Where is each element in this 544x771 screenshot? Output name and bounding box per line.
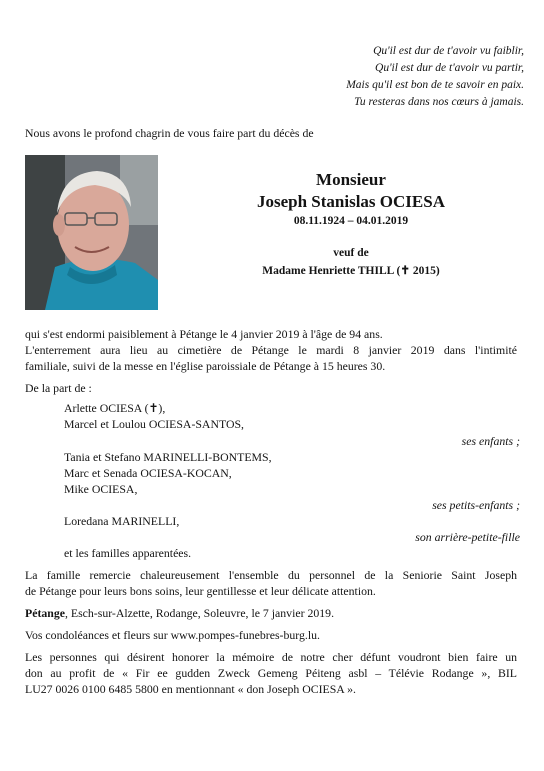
donation-line-2: don au profit de « Fir ee gudden Zweck Gemeng Péiteng asbl – Télévie Rodange », BIL	[25, 666, 517, 680]
thanks-line-1: La famille remercie chaleureusement l'ensemble du personnel de la Seniorie Saint Joseph	[25, 568, 517, 582]
places-rest: , Esch-sur-Alzette, Rodange, Soleuvre, le 7 janvier 2019.	[64, 606, 335, 620]
body-line-1: qui s'est endormi paisiblement à Pétange le 4 janvier 2019 à l'âge de 94 ans.	[25, 327, 383, 341]
poem-line-3: Mais qu'il est bon de te savoir en paix.	[346, 79, 524, 91]
spouse-name: Madame Henriette THILL (✝ 2015)	[262, 265, 440, 277]
places-line	[25, 605, 334, 621]
child-1: Arlette OCIESA (✝),	[64, 401, 166, 415]
great-grandchildren-label: son arrière-petite-fille	[415, 530, 520, 544]
body-line-3: familiale, suivi de la messe en l'église paroissiale de Pétange à 15 heures 30.	[25, 359, 386, 373]
great-grandchild-1: Loredana MARINELLI,	[64, 514, 180, 528]
portrait-photo	[25, 155, 158, 310]
places-first: Pétange	[25, 606, 65, 620]
donation-line-3: LU27 0026 0100 6485 5800 en mentionnant « don Joseph OCIESA ».	[25, 682, 356, 696]
title-monsieur: Monsieur	[316, 170, 386, 189]
children-label: ses enfants ;	[461, 434, 520, 448]
part-label: De la part de :	[25, 381, 92, 395]
donation-line-1: Les personnes qui désirent honorer la mémoire de notre cher défunt voudront bien faire un	[25, 650, 517, 664]
deceased-dates: 08.11.1924 – 04.01.2019	[293, 215, 409, 227]
grandchildren-label: ses petits-enfants ;	[432, 498, 520, 512]
poem-line-1: Qu'il est dur de t'avoir vu faiblir,	[373, 45, 524, 57]
widower-label: veuf de	[333, 247, 369, 259]
poem-line-2: Qu'il est dur de t'avoir vu partir,	[375, 62, 524, 74]
poem-line-4: Tu resteras dans nos cœurs à jamais.	[354, 96, 524, 108]
grandchild-3: Mike OCIESA,	[64, 482, 138, 496]
other-families: et les familles apparentées.	[64, 546, 192, 560]
deceased-name: Joseph Stanislas OCIESA	[256, 192, 445, 211]
condolences-line: Vos condoléances et fleurs sur www.pompes-funebres-burg.lu.	[25, 628, 320, 642]
intro-text: Nous avons le profond chagrin de vous faire part du décès de	[25, 126, 314, 140]
thanks-line-2: de Pétange pour leurs bons soins, leur gentillesse et leur délicate attention.	[25, 584, 376, 598]
child-2: Marcel et Loulou OCIESA-SANTOS,	[64, 417, 244, 431]
body-line-2: L'enterrement aura lieu au cimetière de Pétange le mardi 8 janvier 2019 dans l'intimité	[25, 343, 517, 357]
grandchild-2: Marc et Senada OCIESA-KOCAN,	[64, 466, 232, 480]
grandchild-1: Tania et Stefano MARINELLI-BONTEMS,	[64, 450, 272, 464]
